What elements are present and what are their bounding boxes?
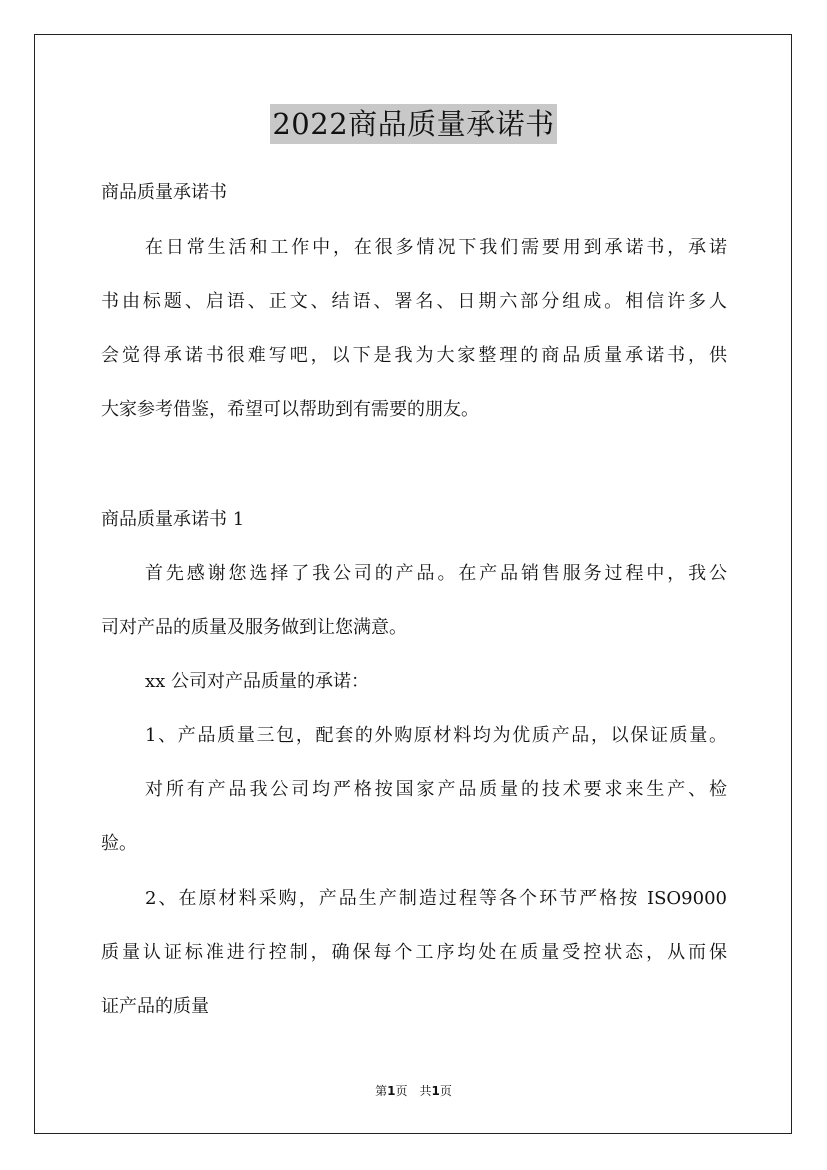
page-footer: [0, 1083, 827, 1099]
section-1-line-9: 证产品的质量: [101, 996, 209, 1017]
title-wrap: [0, 104, 827, 144]
section-1-line-2: 司对产品的质量及服务做到让您满意。: [101, 617, 407, 638]
section-1-line-4: 1、产品质量三包，配套的外购原材料均为优质产品，以保证质量。: [145, 725, 727, 746]
section-1-line-1: 首先感谢您选择了我公司的产品。在产品销售服务过程中，我公: [145, 563, 727, 584]
document-title: 2022商品质量承诺书: [270, 104, 556, 144]
intro-line-2: 书由标题、启语、正文、结语、署名、日期六部分组成。相信许多人: [101, 291, 727, 312]
section-1-line-6: 验。: [101, 833, 137, 854]
section-1-line-3: xx 公司对产品质量的承诺：: [145, 671, 370, 692]
section-1-line-5: 对所有产品我公司均严格按国家产品质量的技术要求来生产、检: [145, 779, 727, 800]
footer-page-mid: 页 共: [395, 1084, 432, 1098]
footer-page-current: 1: [387, 1084, 396, 1098]
document-subtitle: 商品质量承诺书: [101, 182, 227, 203]
intro-line-1: 在日常生活和工作中，在很多情况下我们需要用到承诺书，承诺: [145, 237, 727, 258]
intro-line-3: 会觉得承诺书很难写吧，以下是我为大家整理的商品质量承诺书，供: [101, 345, 727, 366]
section-1-line-8: 质量认证标准进行控制，确保每个工序均处在质量受控状态，从而保: [101, 942, 727, 963]
footer-page-prefix: 第: [375, 1084, 388, 1098]
section-1-heading: 商品质量承诺书 1: [101, 509, 245, 530]
footer-page-suffix: 页: [439, 1084, 452, 1098]
footer-page-total: 1: [431, 1084, 440, 1098]
section-1-line-7: 2、在原材料采购，产品生产制造过程等各个环节严格按 ISO9000: [145, 888, 727, 909]
intro-line-4: 大家参考借鉴，希望可以帮助到有需要的朋友。: [101, 399, 479, 420]
